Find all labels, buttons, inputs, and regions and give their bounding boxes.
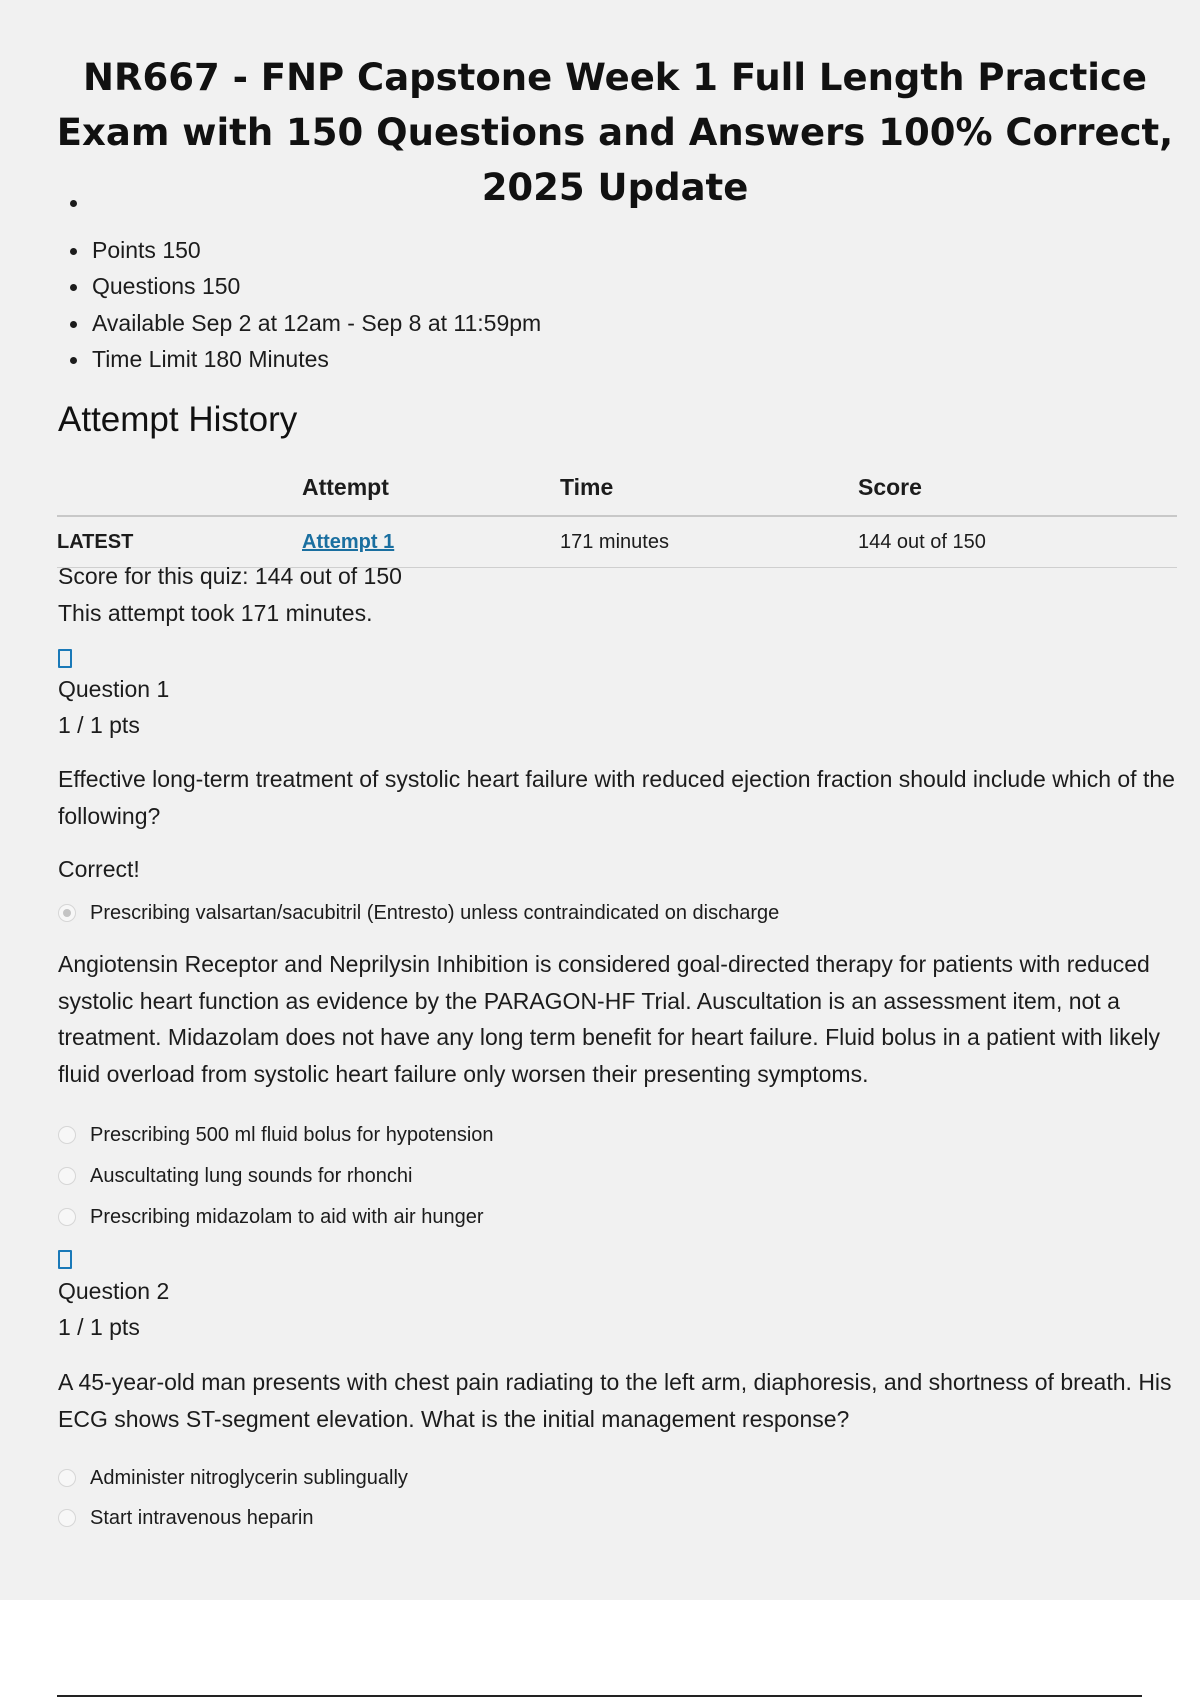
question-1-points: 1 / 1 pts (58, 712, 140, 738)
answer-label: Prescribing midazolam to aid with air hunger (90, 1205, 484, 1228)
points-item: Points 150 (66, 232, 541, 269)
column-header-attempt: Attempt (302, 466, 560, 516)
questions-item: Questions 150 (66, 268, 541, 305)
radio-icon[interactable] (58, 1469, 76, 1487)
answer-label: Prescribing valsartan/sacubitril (Entresto) unless contraindicated on discharge (90, 901, 780, 924)
radio-icon[interactable] (58, 1208, 76, 1226)
radio-selected-icon[interactable] (58, 904, 76, 922)
column-header-score: Score (858, 466, 1177, 516)
attempt-cell (302, 516, 560, 568)
answer-label: Prescribing 500 ml fluid bolus for hypotension (90, 1123, 494, 1146)
answer-label: Administer nitroglycerin sublingually (90, 1466, 408, 1489)
table-header-row (57, 466, 1177, 516)
question-1-explanation: Angiotensin Receptor and Neprilysin Inhibition is considered goal-directed therapy for patients with reduced systolic heart function as evidence by the PARAGON-HF Trial. Auscultation is an assessment item, not a treatment. Midazolam does not have any long term benefit for heart failure. Fluid bolus in a patient with likely fluid overload from systolic heart failure only worsen their presenting symptoms. (58, 951, 1161, 1087)
quiz-details-list (66, 184, 541, 378)
column-header-time: Time (560, 466, 858, 516)
flag-icon[interactable] (58, 649, 72, 668)
quiz-score: Score for this quiz: 144 out of 150 (58, 563, 402, 589)
radio-icon[interactable] (58, 1509, 76, 1527)
availability-item: Available Sep 2 at 12am - Sep 8 at 11:59pm (66, 305, 541, 342)
question-1-text: Effective long-term treatment of systolic heart failure with reduced ejection fraction should include which of the following? (58, 766, 1175, 829)
page-title: NR667 - FNP Capstone Week 1 Full Length Practice Exam with 150 Questions and Answers 100% Correct, 2025 Update (56, 56, 1174, 209)
radio-icon[interactable] (58, 1126, 76, 1144)
question-1-title: Question 1 (58, 676, 170, 702)
footer-divider (57, 1695, 1142, 1697)
answer-option-selected[interactable] (58, 901, 779, 925)
answer-option[interactable] (58, 1123, 494, 1147)
time-limit-item: Time Limit 180 Minutes (66, 341, 541, 378)
attempt-1-link[interactable]: Attempt 1 (302, 530, 395, 553)
score-cell: 144 out of 150 (858, 516, 1177, 568)
answer-option[interactable] (58, 1466, 408, 1490)
answer-label: Start intravenous heparin (90, 1506, 314, 1529)
attempt-history-heading: Attempt History (58, 400, 298, 439)
flag-icon[interactable] (58, 1250, 72, 1269)
answer-option[interactable] (58, 1164, 412, 1188)
attempt-history-table (57, 466, 1177, 568)
latest-label: LATEST (57, 516, 302, 568)
time-cell: 171 minutes (560, 516, 858, 568)
question-2-title: Question 2 (58, 1278, 170, 1304)
answer-option[interactable] (58, 1205, 484, 1229)
table-row (57, 516, 1177, 568)
answer-label: Auscultating lung sounds for rhonchi (90, 1164, 413, 1187)
radio-icon[interactable] (58, 1167, 76, 1185)
question-2-points: 1 / 1 pts (58, 1314, 140, 1340)
question-2-text: A 45-year-old man presents with chest pain radiating to the left arm, diaphoresis, and shortness of breath. His ECG shows ST-segment elevation. What is the initial management response? (58, 1369, 1172, 1432)
answer-option[interactable] (58, 1506, 313, 1530)
attempt-duration: This attempt took 171 minutes. (58, 600, 373, 626)
question-1-result: Correct! (58, 856, 140, 882)
empty-list-item (66, 184, 541, 221)
column-header-blank (57, 466, 302, 516)
